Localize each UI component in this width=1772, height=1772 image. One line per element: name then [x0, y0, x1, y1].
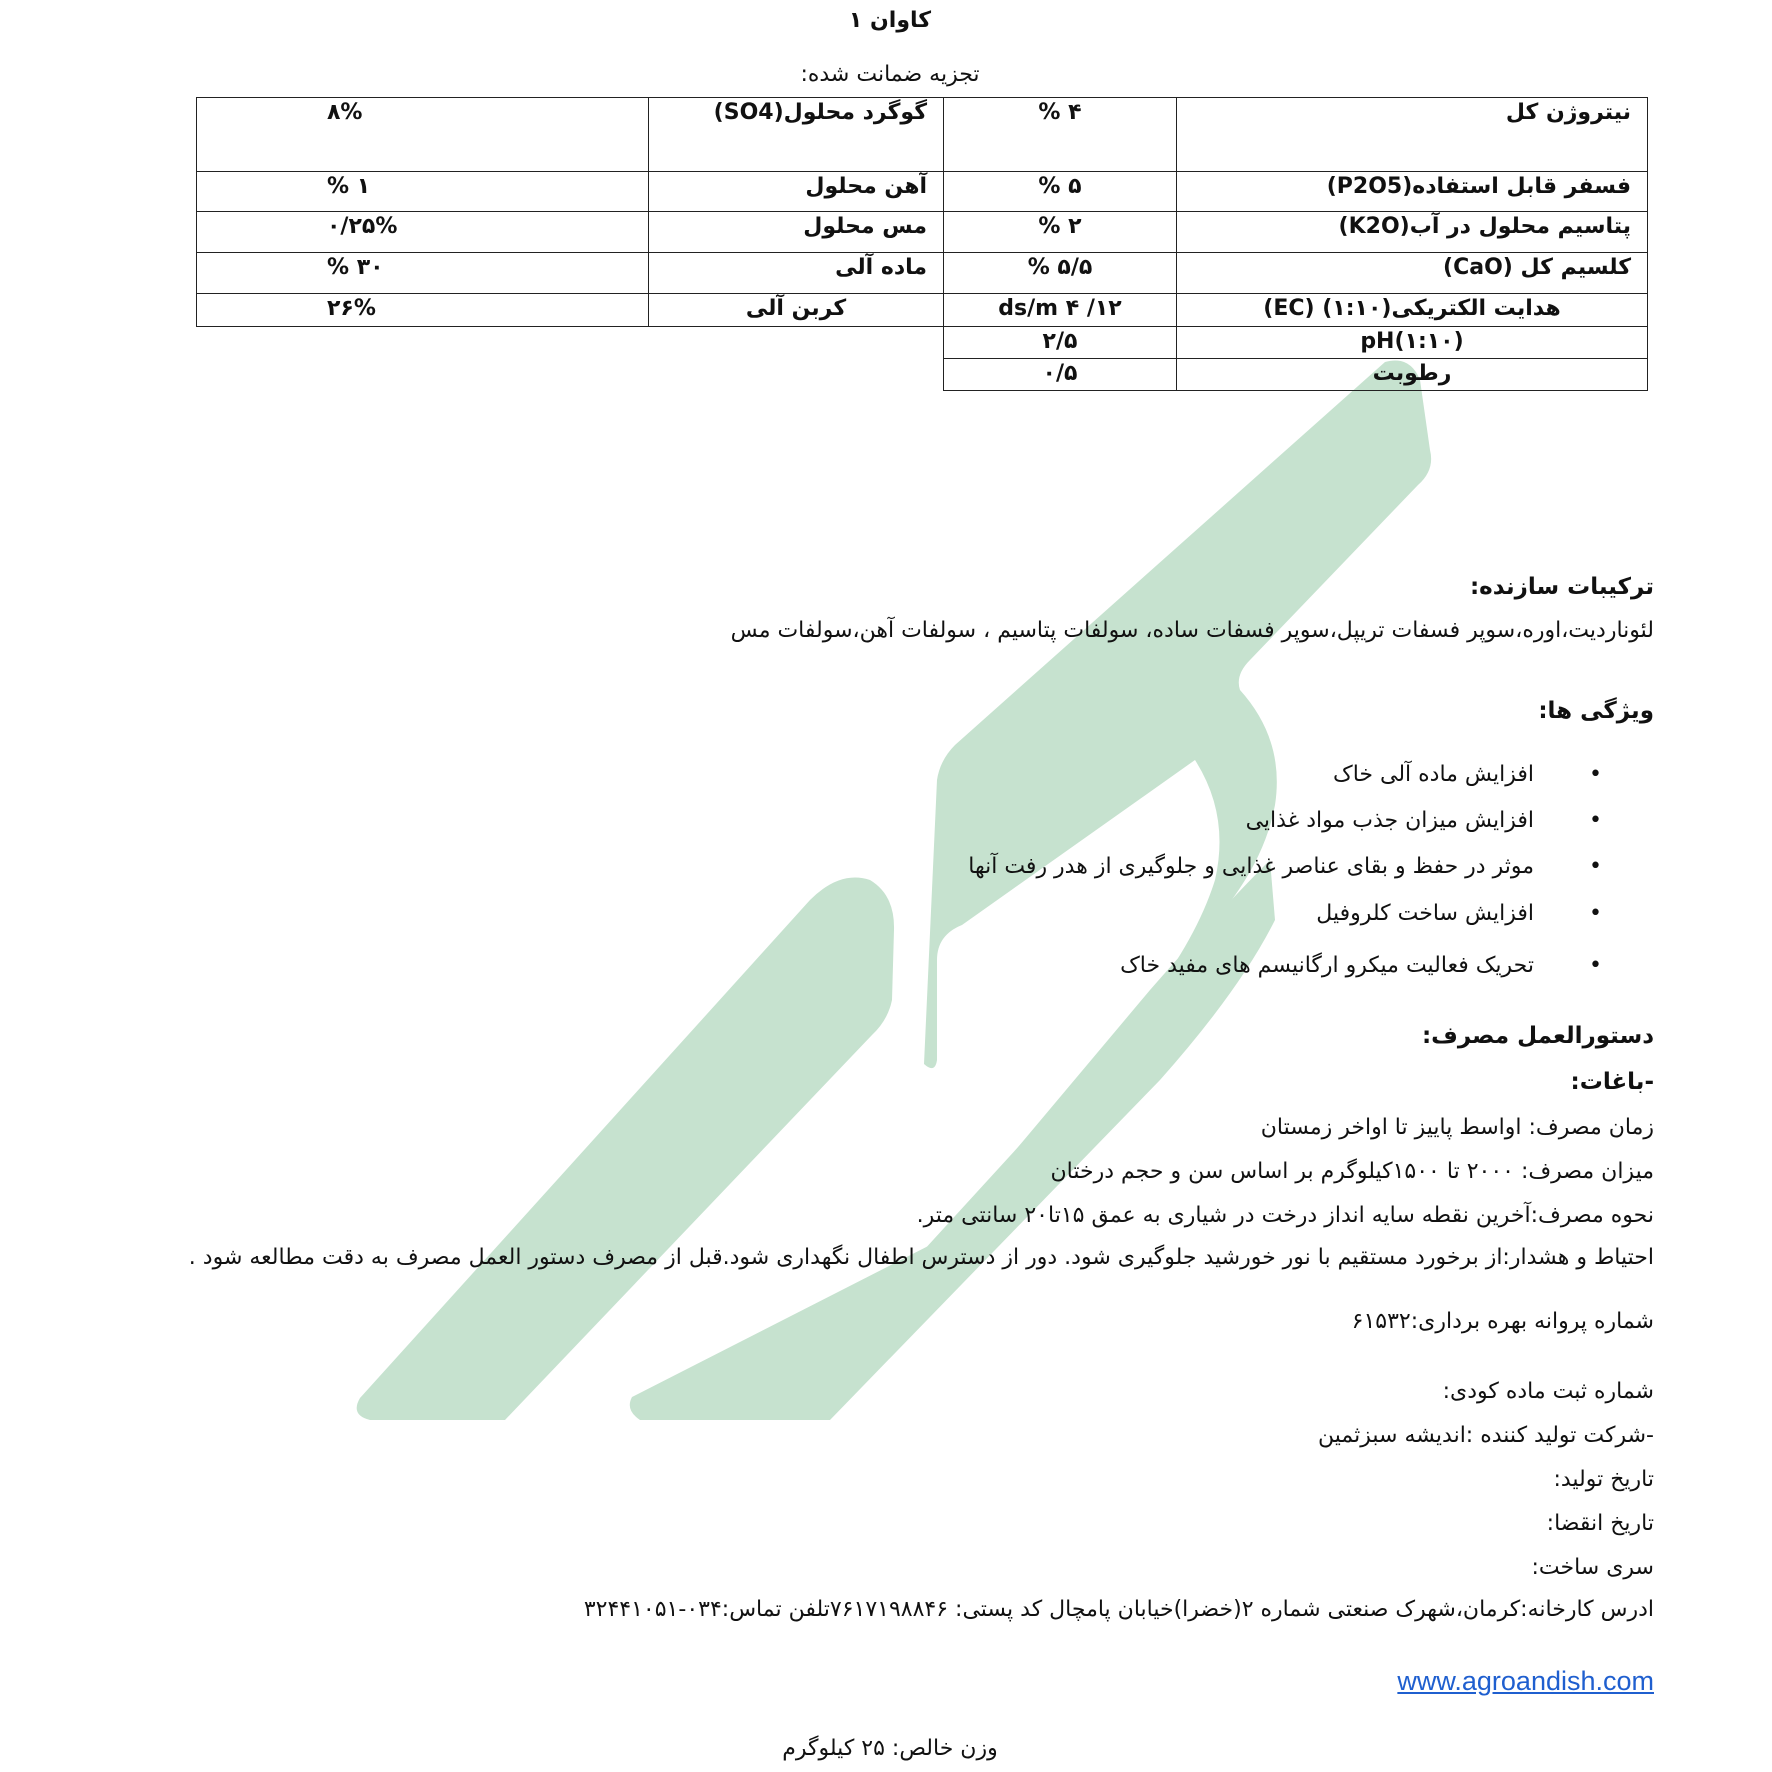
usage-method: نحوه مصرف:آخرین نقطه سایه انداز درخت در شیاری به عمق ۱۵تا۲۰ سانتی متر.: [916, 1203, 1654, 1228]
license-number: شماره پروانه بهره برداری:۶۱۵۳۲: [1351, 1309, 1654, 1334]
table-row: [197, 327, 1648, 359]
table-cell: ۰/۲۵%: [197, 212, 649, 253]
factory-address: ادرس کارخانه:کرمان،شهرک صنعتی شماره ۲(خضرا)خیابان پامچال کد پستی: ۷۶۱۷۱۹۸۸۴۶تلفن تماس:۰۳۴-۳۲۴۴۱۰۵۱: [583, 1597, 1654, 1622]
table-caption: تجزیه ضمانت شده:: [800, 62, 980, 87]
table-cell: فسفر قابل استفاده(P2O5): [1177, 172, 1648, 212]
usage-amount: میزان مصرف: ۲۰۰۰ تا ۱۵۰۰کیلوگرم بر اساس سن و حجم درختان: [1050, 1159, 1654, 1184]
expiry-date: تاریخ انقضا:: [1546, 1511, 1654, 1536]
features-list: [968, 762, 1654, 999]
table-cell: ۴ %: [944, 98, 1177, 172]
ingredients-heading: ترکیبات سازنده:: [1469, 574, 1654, 600]
table-cell: ۳۰ %: [197, 253, 649, 294]
features-heading: ویژگی ها:: [1538, 698, 1654, 724]
guaranteed-analysis-table: [196, 97, 1648, 391]
list-item: • تحریک فعالیت میکرو ارگانیسم های مفید خاک: [968, 953, 1654, 999]
table-cell: ۵/۵ %: [944, 253, 1177, 294]
table-row: [197, 253, 1648, 294]
list-item: • افزایش ماده آلی خاک: [968, 762, 1654, 808]
table-cell: کربن آلی: [649, 294, 944, 327]
table-row: [197, 172, 1648, 212]
table-cell: ۰/۵: [944, 359, 1177, 391]
table-cell: ۲/۵: [944, 327, 1177, 359]
usage-warning: احتیاط و هشدار:از برخورد مستقیم با نور خورشید جلوگیری شود. دور از دسترس اطفال نگهداری شود.قبل از مصرف دستور العمل مصرف به دقت مطالعه شود .: [188, 1245, 1654, 1270]
table-cell: ۵ %: [944, 172, 1177, 212]
registration-number: شماره ثبت ماده کودی:: [1442, 1379, 1654, 1404]
list-item: • افزایش ساخت کلروفیل: [968, 901, 1654, 953]
table-cell: کلسیم کل (CaO): [1177, 253, 1648, 294]
net-weight: وزن خالص: ۲۵ کیلوگرم: [782, 1736, 998, 1761]
table-cell: ماده آلی: [649, 253, 944, 294]
production-date: تاریخ تولید:: [1553, 1467, 1654, 1492]
manufacturer: -شرکت تولید کننده :اندیشه سبزثمین: [1318, 1423, 1654, 1448]
table-cell: آهن محلول: [649, 172, 944, 212]
list-item: • موثر در حفظ و بقای عناصر غذایی و جلوگیری از هدر رفت آنها: [968, 854, 1654, 901]
ingredients-text: لئوناردیت،اوره،سوپر فسفات تریپل،سوپر فسفات ساده، سولفات پتاسیم ، سولفات آهن،سولفات مس: [730, 618, 1654, 643]
list-item: • افزایش میزان جذب مواد غذایی: [968, 808, 1654, 854]
table-row: [197, 294, 1648, 327]
table-cell: پتاسیم محلول در آب(K2O): [1177, 212, 1648, 253]
table-cell: ۲۶%: [197, 294, 649, 327]
table-cell: pH(۱:۱۰): [1177, 327, 1648, 359]
table-cell: ۲ %: [944, 212, 1177, 253]
table-cell: رطوبت: [1177, 359, 1648, 391]
table-row: [197, 359, 1648, 391]
batch-number: سری ساخت:: [1531, 1555, 1654, 1580]
table-cell: هدایت الکتریکی(۱:۱۰) (EC): [1177, 294, 1648, 327]
usage-heading: دستورالعمل مصرف:: [1421, 1023, 1654, 1049]
table-cell: گوگرد محلول(SO4): [649, 98, 944, 172]
usage-subheading: -باغات:: [1570, 1069, 1654, 1095]
table-cell: مس محلول: [649, 212, 944, 253]
website-link[interactable]: www.agroandish.com: [1397, 1666, 1654, 1696]
table-cell: ۸%: [197, 98, 649, 172]
table-cell: ۱ %: [197, 172, 649, 212]
product-title: کاوان ۱: [848, 8, 932, 33]
table-cell: نیتروژن کل: [1177, 98, 1648, 172]
table-row: [197, 98, 1648, 172]
usage-time: زمان مصرف: اواسط پاییز تا اواخر زمستان: [1260, 1115, 1654, 1140]
table-cell: ۱۲/ ۴ ds/m: [944, 294, 1177, 327]
table-row: [197, 212, 1648, 253]
